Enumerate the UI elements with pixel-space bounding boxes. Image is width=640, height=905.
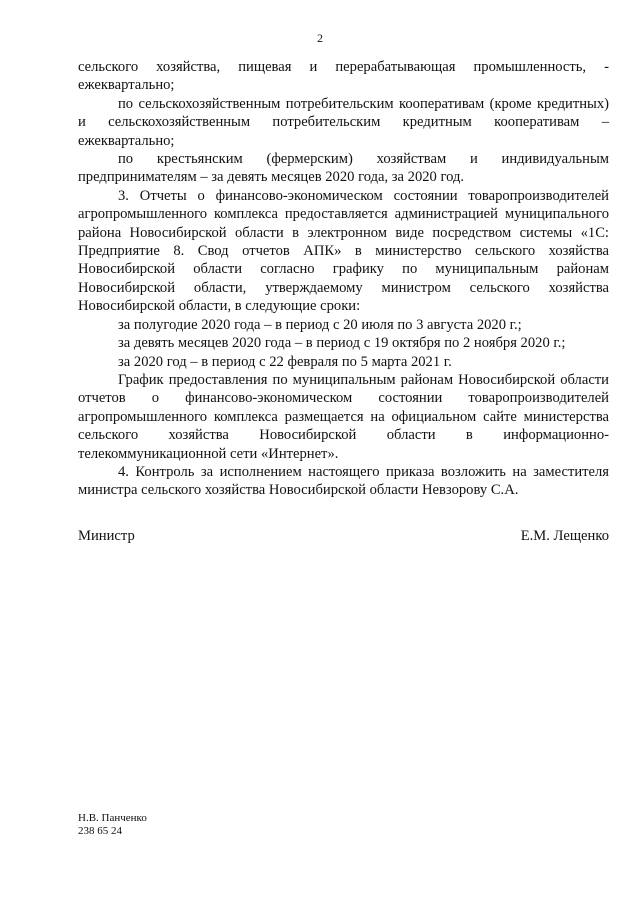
paragraph-agriculture-industry: сельского хозяйства, пищевая и перерабатывающая промышленность, - ежеквартально;: [78, 59, 609, 94]
executor-name: Н.В. Панченко: [78, 812, 147, 824]
executor-phone: 238 65 24: [78, 825, 122, 837]
signatory-title: Министр: [78, 528, 135, 544]
paragraph-cooperatives: по сельскохозяйственным потребительским кооперативам (кроме кредитных) и сельскохозяйственным потребительским кредитным кооперативам – ежеквартально;: [78, 95, 609, 149]
deadline-half-year: за полугодие 2020 года – в период с 20 июля по 3 августа 2020 г.;: [118, 316, 522, 333]
paragraph-reports-deadlines: 3. Отчеты о финансово-экономическом состоянии товаропроизводителей агропромышленного комплекса предоставляется администрацией муниципального района Новосибирской области в электронном виде посредством системы «1С: Предприятие 8. Свод отчетов АПК» в министерство сельского хозяйства Новосибирской области согласно графику по муниципальным районам Новосибирской области, утверждаемому министром сельского хозяйства Новосибирской области, в следующие сроки:: [78, 187, 609, 315]
executor-block: [78, 812, 147, 838]
deadline-nine-months: за девять месяцев 2020 года – в период с 19 октября по 2 ноября 2020 г.;: [118, 335, 566, 352]
signature-block: [78, 528, 609, 545]
page-number: 2: [317, 31, 323, 45]
signatory-name: Е.М. Лещенко: [520, 528, 609, 544]
document-body: [78, 58, 609, 500]
paragraph-schedule-publication: График предоставления по муниципальным районам Новосибирской области отчетов о финансово-экономическом состоянии товаропроизводителей агропромышленного комплекса размещается на официальном сайте министерства сельского хозяйства Новосибирской области в информационно-телекоммуникационной сети «Интернет».: [78, 371, 609, 462]
paragraph-farms: по крестьянским (фермерским) хозяйствам и индивидуальным предпринимателям – за девять месяцев 2020 года, за 2020 год.: [78, 151, 609, 186]
paragraph-control: 4. Контроль за исполнением настоящего приказа возложить на заместителя министра сельского хозяйства Новосибирской области Невзорову С.А.: [78, 463, 609, 499]
deadline-year: за 2020 год – в период с 22 февраля по 5 марта 2021 г.: [118, 353, 452, 370]
